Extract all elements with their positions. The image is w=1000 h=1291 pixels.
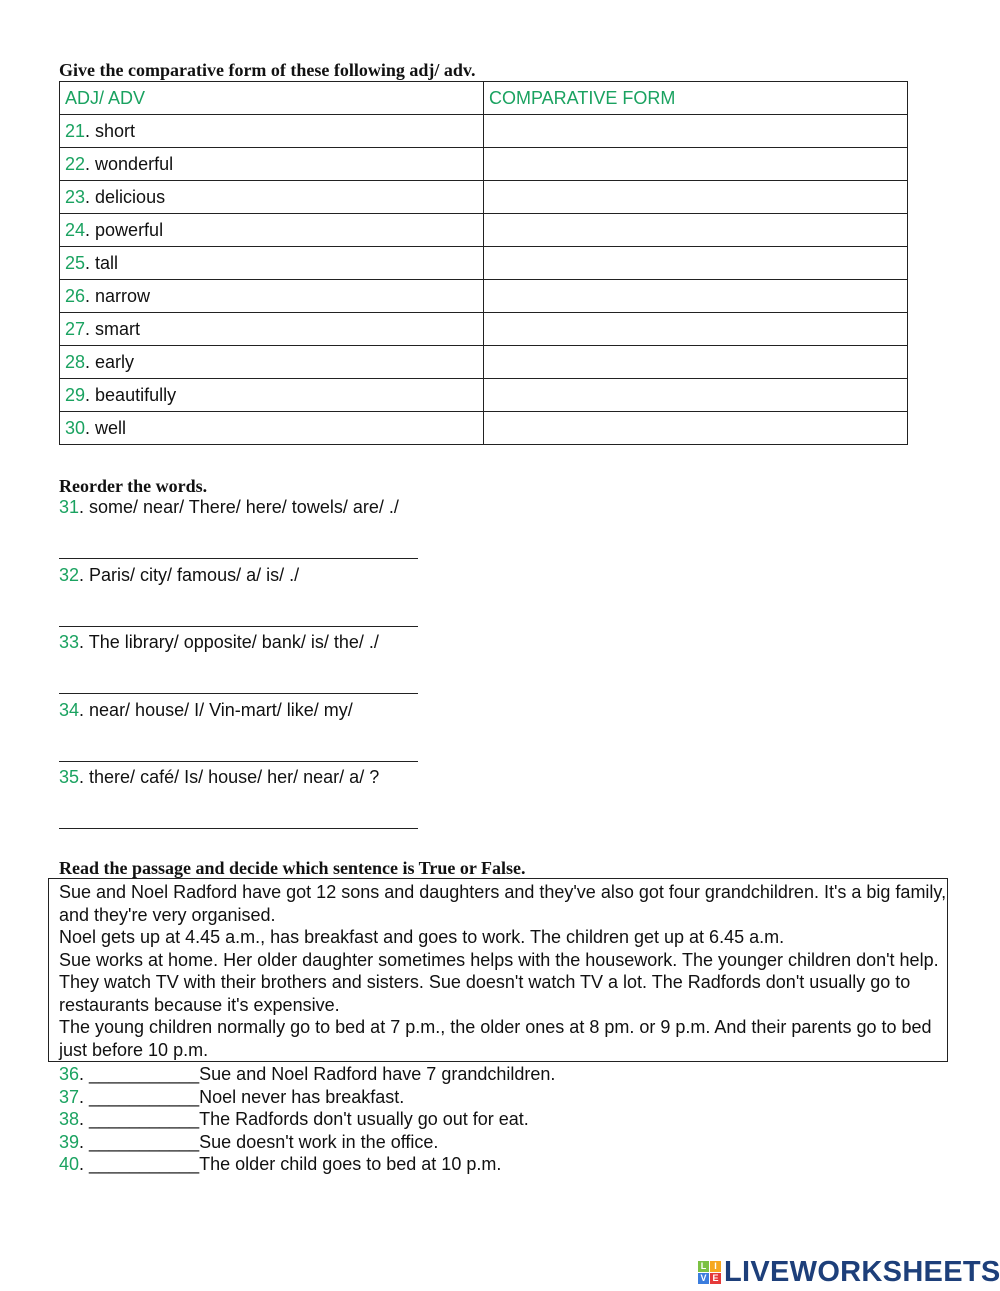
adj-cell [60, 346, 484, 379]
item-number: 32 [59, 564, 80, 585]
reorder-item [59, 700, 353, 721]
table-row [60, 214, 908, 247]
item-number: 23 [65, 186, 86, 207]
item-word: . wonderful [85, 153, 174, 174]
table-row [60, 379, 908, 412]
adj-cell [60, 280, 484, 313]
item-word: . well [85, 417, 127, 438]
item-word: . narrow [85, 285, 151, 306]
passage-paragraph: The young children normally go to bed at 7 p.m., the older ones at 8 pm. or 9 p.m. And their parents go to bed just before 10 p.m. [59, 1017, 932, 1060]
item-text: . there/ café/ Is/ house/ her/ near/ a/ ? [79, 767, 380, 787]
item-number: 30 [65, 417, 86, 438]
table-row [60, 346, 908, 379]
answer-cell[interactable] [484, 313, 908, 346]
table-row [60, 115, 908, 148]
answer-cell[interactable] [484, 148, 908, 181]
liveworksheets-logo [698, 1256, 1000, 1289]
item-number: 34 [59, 699, 80, 720]
logo-text: LIVEWORKSHEETS [724, 1256, 1000, 1288]
item-number: 38 [59, 1109, 80, 1130]
answer-cell[interactable] [484, 346, 908, 379]
passage-paragraph: Sue works at home. Her older daughter sometimes helps with the housework. The younger children don't help. They watch TV with their brothers and sisters. Sue doesn't watch TV a lot. The Radfords don't usually go to restaurants because it's expensive. [59, 949, 939, 1015]
item-number: 27 [65, 318, 86, 339]
reorder-item [59, 497, 399, 518]
reorder-item [59, 632, 379, 653]
table-row [60, 181, 908, 214]
item-word: . tall [85, 252, 119, 273]
answer-cell[interactable] [484, 181, 908, 214]
item-number: 37 [59, 1086, 80, 1107]
tf-question [59, 1132, 438, 1153]
table-row [60, 280, 908, 313]
passage-paragraph: Noel gets up at 4.45 a.m., has breakfast and goes to work. The children get up at 6.45 a.m. [59, 927, 785, 947]
answer-line[interactable] [59, 761, 418, 762]
item-number: 21 [65, 120, 86, 141]
item-number: 26 [65, 285, 86, 306]
item-number: 24 [65, 219, 86, 240]
item-number: 31 [59, 497, 80, 517]
answer-line[interactable] [59, 828, 418, 829]
logo-blocks-icon: L I V E [698, 1261, 721, 1284]
adj-cell [60, 412, 484, 445]
item-number: 22 [65, 153, 86, 174]
answer-cell[interactable] [484, 214, 908, 247]
question-text: . ___________The older child goes to bed at 10 p.m. [79, 1154, 502, 1175]
item-number: 35 [59, 767, 80, 787]
answer-cell[interactable] [484, 412, 908, 445]
question-text: . ___________Sue doesn't work in the office. [79, 1131, 439, 1152]
adj-cell [60, 181, 484, 214]
table-header [60, 82, 908, 115]
adj-cell [60, 379, 484, 412]
item-text: . near/ house/ I/ Vin-mart/ like/ my/ [79, 699, 353, 720]
item-text: . Paris/ city/ famous/ a/ is/ ./ [79, 564, 300, 585]
adj-cell [60, 148, 484, 181]
section3-title: Read the passage and decide which sentence is True or False. [59, 858, 526, 878]
table-row [60, 313, 908, 346]
comparative-table [59, 81, 908, 445]
adj-cell [60, 115, 484, 148]
header-comparative: COMPARATIVE FORM [484, 82, 908, 115]
item-number: 39 [59, 1131, 80, 1152]
section1-title: Give the comparative form of these following adj/ adv. [59, 60, 476, 80]
tf-question [59, 1064, 555, 1085]
item-number: 29 [65, 384, 86, 405]
answer-cell[interactable] [484, 379, 908, 412]
reading-passage [48, 878, 948, 1062]
table-row [60, 247, 908, 280]
tf-question [59, 1109, 529, 1130]
answer-line[interactable] [59, 626, 418, 627]
item-number: 40 [59, 1154, 80, 1175]
item-number: 25 [65, 252, 86, 273]
answer-cell[interactable] [484, 280, 908, 313]
item-word: . powerful [85, 219, 164, 240]
item-number: 28 [65, 351, 86, 372]
table-row [60, 412, 908, 445]
answer-cell[interactable] [484, 247, 908, 280]
adj-cell [60, 214, 484, 247]
adj-cell [60, 247, 484, 280]
item-word: . early [85, 351, 135, 372]
question-text: . ___________The Radfords don't usually go out for eat. [79, 1109, 529, 1130]
question-text: . ___________Sue and Noel Radford have 7 grandchildren. [79, 1064, 556, 1084]
item-text: . some/ near/ There/ here/ towels/ are/ ./ [79, 497, 399, 517]
tf-question [59, 1154, 501, 1175]
question-text: . ___________Noel never has breakfast. [79, 1086, 405, 1107]
item-number: 36 [59, 1064, 80, 1084]
answer-line[interactable] [59, 558, 418, 559]
reorder-item [59, 767, 379, 788]
item-word: . short [85, 120, 136, 141]
answer-cell[interactable] [484, 115, 908, 148]
reorder-item [59, 565, 299, 586]
item-number: 33 [59, 632, 80, 652]
section2-title: Reorder the words. [59, 476, 208, 496]
header-adj: ADJ/ ADV [60, 82, 484, 115]
answer-line[interactable] [59, 693, 418, 694]
passage-paragraph: Sue and Noel Radford have got 12 sons and daughters and they've also got four grandchildren. It's a big family, and they're very organised. [59, 882, 947, 925]
tf-question [59, 1087, 404, 1108]
table-row [60, 148, 908, 181]
adj-cell [60, 313, 484, 346]
item-word: . beautifully [85, 384, 177, 405]
item-word: . delicious [85, 186, 166, 207]
item-text: . The library/ opposite/ bank/ is/ the/ ./ [79, 632, 379, 652]
item-word: . smart [85, 318, 141, 339]
